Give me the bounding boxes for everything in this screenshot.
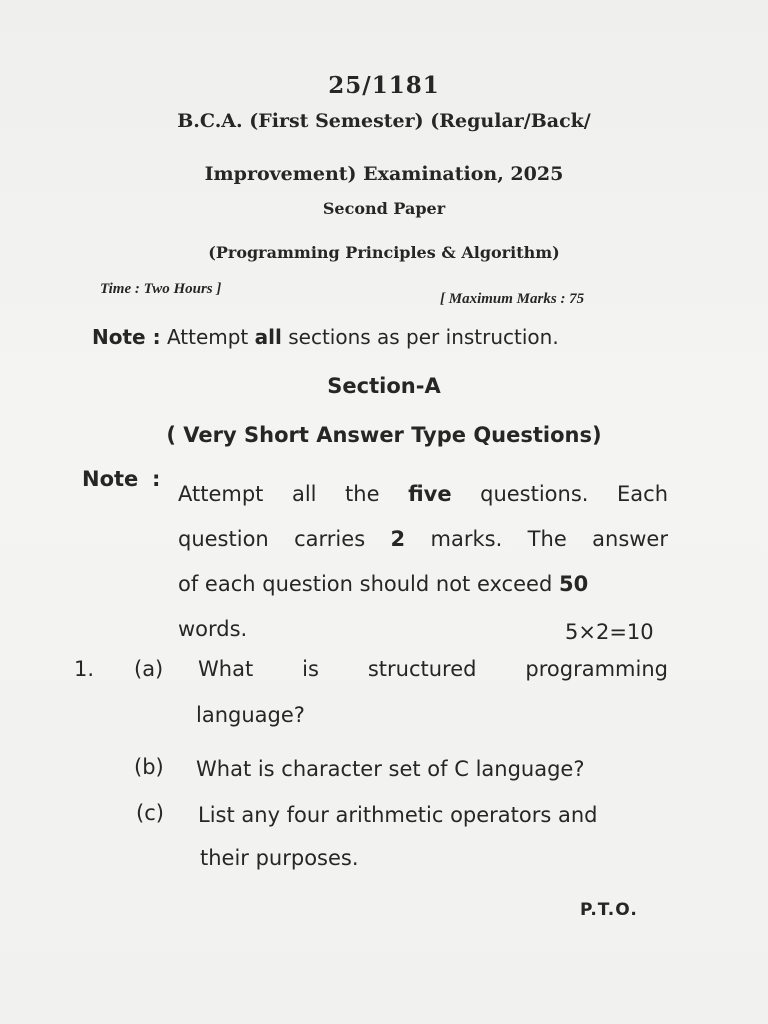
part-a-line1: What is structured programming bbox=[198, 657, 668, 681]
question-number: 1. bbox=[74, 657, 95, 681]
note-line2-pre: question carries bbox=[178, 527, 391, 551]
part-b-label: (b) bbox=[134, 755, 164, 779]
section-note-colon: : bbox=[152, 467, 161, 491]
note-line2-post: marks. The answer bbox=[405, 527, 668, 551]
time-allowed: Time : Two Hours ] bbox=[100, 281, 222, 297]
part-b-text: What is character set of C language? bbox=[196, 757, 585, 781]
general-note-label: Note : bbox=[92, 325, 161, 349]
paper-code: 25/1181 bbox=[328, 72, 440, 99]
section-note-line4: words. bbox=[178, 617, 248, 641]
question-type: ( Very Short Answer Type Questions) bbox=[166, 423, 602, 447]
please-turn-over: P.T.O. bbox=[580, 900, 638, 920]
exam-title-line1: B.C.A. (First Semester) (Regular/Back/ bbox=[177, 110, 591, 132]
part-c-label: (c) bbox=[136, 801, 164, 825]
general-note bbox=[92, 325, 559, 349]
note-line3-bold: 50 bbox=[558, 572, 589, 596]
part-c-line1: List any four arithmetic operators and bbox=[198, 803, 598, 827]
section-note-line1 bbox=[178, 472, 668, 517]
note-line3-pre: of each question should not exceed bbox=[178, 572, 559, 596]
note-line1-post: questions. Each bbox=[451, 482, 668, 506]
maximum-marks: [ Maximum Marks : 75 bbox=[440, 291, 585, 307]
note-line2-bold: 2 bbox=[390, 527, 406, 551]
paper-name: Second Paper bbox=[322, 199, 446, 218]
section-note-line3 bbox=[178, 562, 668, 607]
subject-name: (Programming Principles & Algorithm) bbox=[208, 243, 560, 262]
note-line1-bold: five bbox=[408, 482, 452, 506]
note-line1-pre: Attempt all the bbox=[178, 482, 409, 506]
section-title: Section-A bbox=[327, 374, 441, 398]
part-a-label: (a) bbox=[134, 657, 164, 681]
marks-calculation: 5×2=10 bbox=[565, 620, 654, 644]
part-a-line2: language? bbox=[196, 703, 305, 727]
general-note-post: sections as per instruction. bbox=[281, 325, 559, 349]
exam-title-line2: Improvement) Examination, 2025 bbox=[204, 163, 564, 185]
section-note-line2 bbox=[178, 517, 668, 562]
section-note-label: Note bbox=[82, 467, 139, 491]
general-note-pre: Attempt bbox=[166, 325, 255, 349]
part-c-line2: their purposes. bbox=[200, 846, 359, 870]
general-note-bold: all bbox=[254, 325, 282, 349]
